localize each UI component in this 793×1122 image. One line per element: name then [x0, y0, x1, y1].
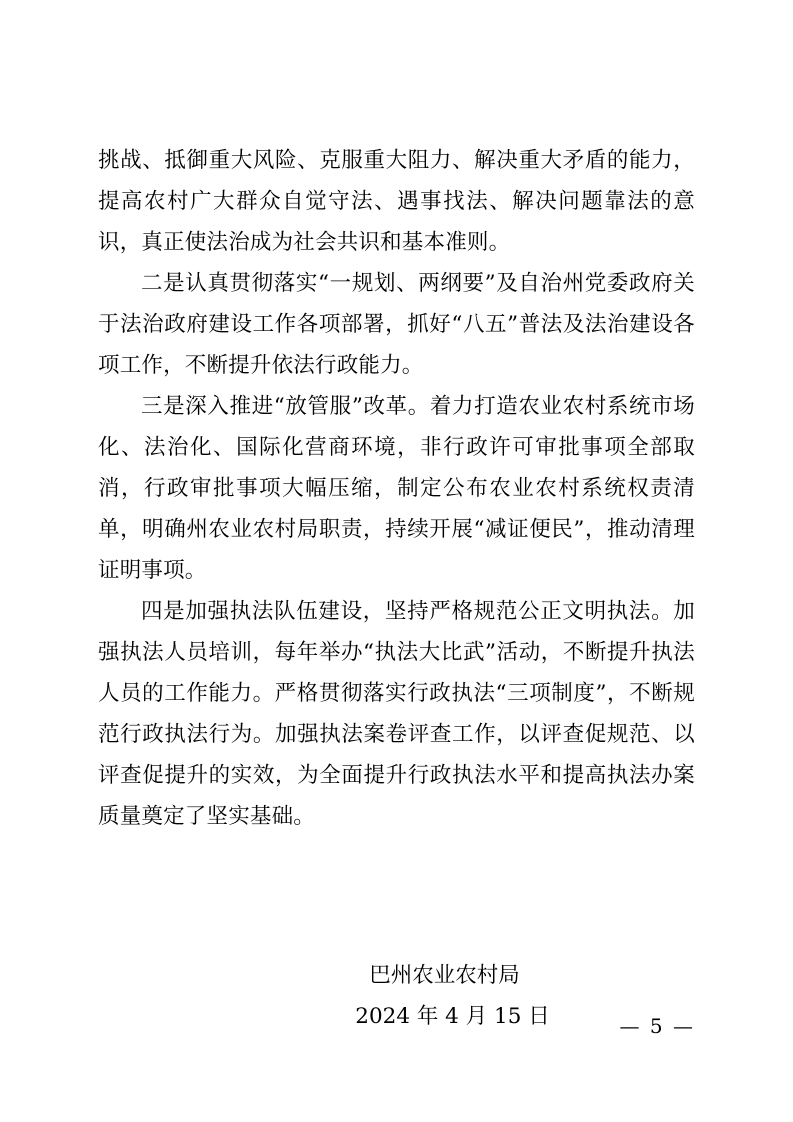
paragraph-item-three: 三是深入推进“放管服”改革。着力打造农业农村系统市场化、法治化、国际化营商环境，非行政许可审批事项全部取消，行政审批事项大幅压缩，制定公布农业农村系统权责清单，明确州农业农村局职责，持续开展“减证便民”，推动清理证明事项。: [98, 394, 695, 583]
paragraph-item-two: 二是认真贯彻落实“一规划、两纲要”及自治州党委政府关于法治政府建设工作各项部署，抓好“八五”普法及法治建设各项工作，不断提升依法行政能力。: [98, 271, 695, 378]
signature-organization: 巴州农业农村局: [369, 963, 520, 988]
page-number: — 5 —: [619, 1014, 695, 1038]
paragraph-item-four: 四是加强执法队伍建设，坚持严格规范公正文明执法。加强执法人员培训，每年举办“执法大比武”活动，不断提升执法人员的工作能力。严格贯彻落实行政执法“三项制度”，不断规范行政执法行为。加强执法案卷评查工作，以评查促规范、以评查促提升的实效，为全面提升行政执法水平和提高执法办案质量奠定了坚实基础。: [98, 599, 695, 829]
signature-date: 2024 年 4 月 15 日: [355, 1004, 550, 1029]
signature-block: [98, 955, 695, 1037]
document-body: [98, 140, 695, 837]
paragraph-continued: 挑战、抵御重大风险、克服重大阻力、解决重大矛盾的能力，提高农村广大群众自觉守法、遇事找法、解决问题靠法的意识，真正使法治成为社会共识和基本准则。: [98, 148, 695, 255]
